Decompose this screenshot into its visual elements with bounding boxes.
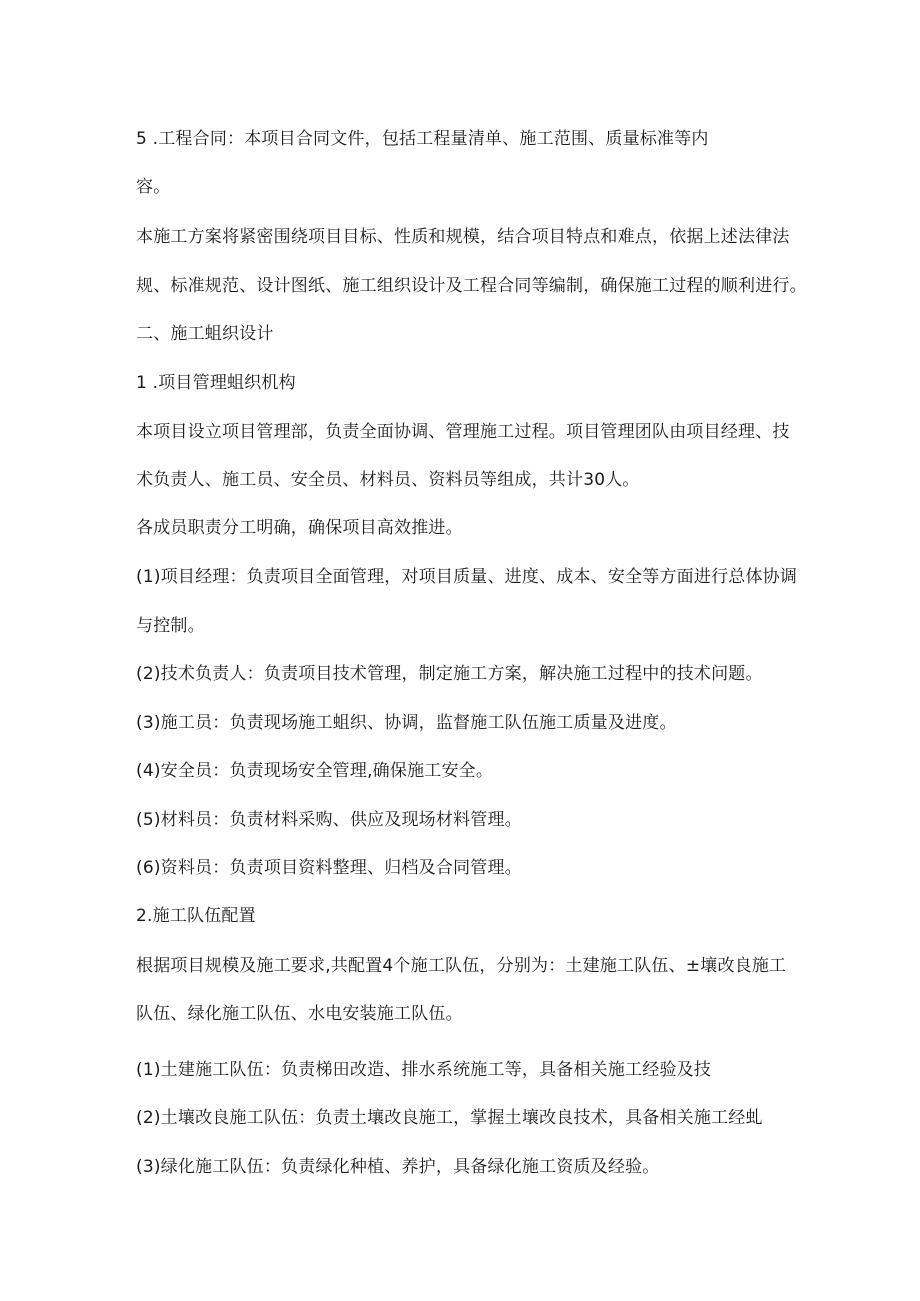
list-item: (3)施工员：负责现场施工蛆织、协调，监督施工队伍施工质量及进度。 <box>136 713 677 733</box>
section-heading: 二、施工蛆织设计 <box>136 324 274 344</box>
list-item: (5)材料员：负责材料采购、供应及现场材料管理。 <box>136 810 522 830</box>
text-line: 队伍、绿化施工队伍、水电安装施工队伍。 <box>136 1004 463 1024</box>
text-line: 5 .工程合同：本项目合同文件，包括工程量清单、施工范围、质量标准等内 <box>136 129 709 149</box>
subsection-heading: 1 .项目管理蛆织机构 <box>136 373 296 393</box>
list-item: (1)项目经理：负责项目全面管理，对项目质量、进度、成本、安全等方面进行总体协调 <box>136 567 798 587</box>
text-line: 本施工方案将紧密围绕项目目标、性质和规模，结合项目特点和难点，依据上述法律法 <box>136 227 790 247</box>
text-line: 各成员职责分工明确，确保项目高效推进。 <box>136 518 463 538</box>
text-line: 容。 <box>136 177 171 197</box>
list-item: (3)绿化施工队伍：负责绿化种植、养护，具备绿化施工资质及经验。 <box>136 1157 660 1177</box>
list-item: (1)土建施工队伍：负责梯田改造、排水系统施工等，具备相关施工经验及技 <box>136 1060 712 1080</box>
list-item: (4)安全员：负责现场安全管理,确保施工安全。 <box>136 761 494 781</box>
text-line: 规、标准规范、设计图纸、施工组织设计及工程合同等编制，确保施工过程的顺利进行。 <box>136 276 807 296</box>
subsection-heading: 2.施工队伍配置 <box>136 906 256 926</box>
text-line: 本项目设立项目管理部，负责全面协调、管理施工过程。项目管理团队由项目经理、技 <box>136 422 790 442</box>
list-item: (2)技术负责人：负责项目技术管理，制定施工方案，解决施工过程中的技术问题。 <box>136 664 763 684</box>
text-line: 与控制。 <box>136 616 205 636</box>
list-item: (2)土壤改良施工队伍：负责土壤改良施工，掌握土壤改良技术，具备相关施工经虬 <box>136 1108 763 1128</box>
text-line: 术负责人、施工员、安全员、材料员、资料员等组成，共计30人。 <box>136 470 640 490</box>
list-item: (6)资料员：负责项目资料整理、归档及合同管理。 <box>136 858 522 878</box>
text-line: 根据项目规模及施工要求,共配置4个施工队伍，分别为：土建施工队伍、±壤改良施工 <box>136 956 787 976</box>
